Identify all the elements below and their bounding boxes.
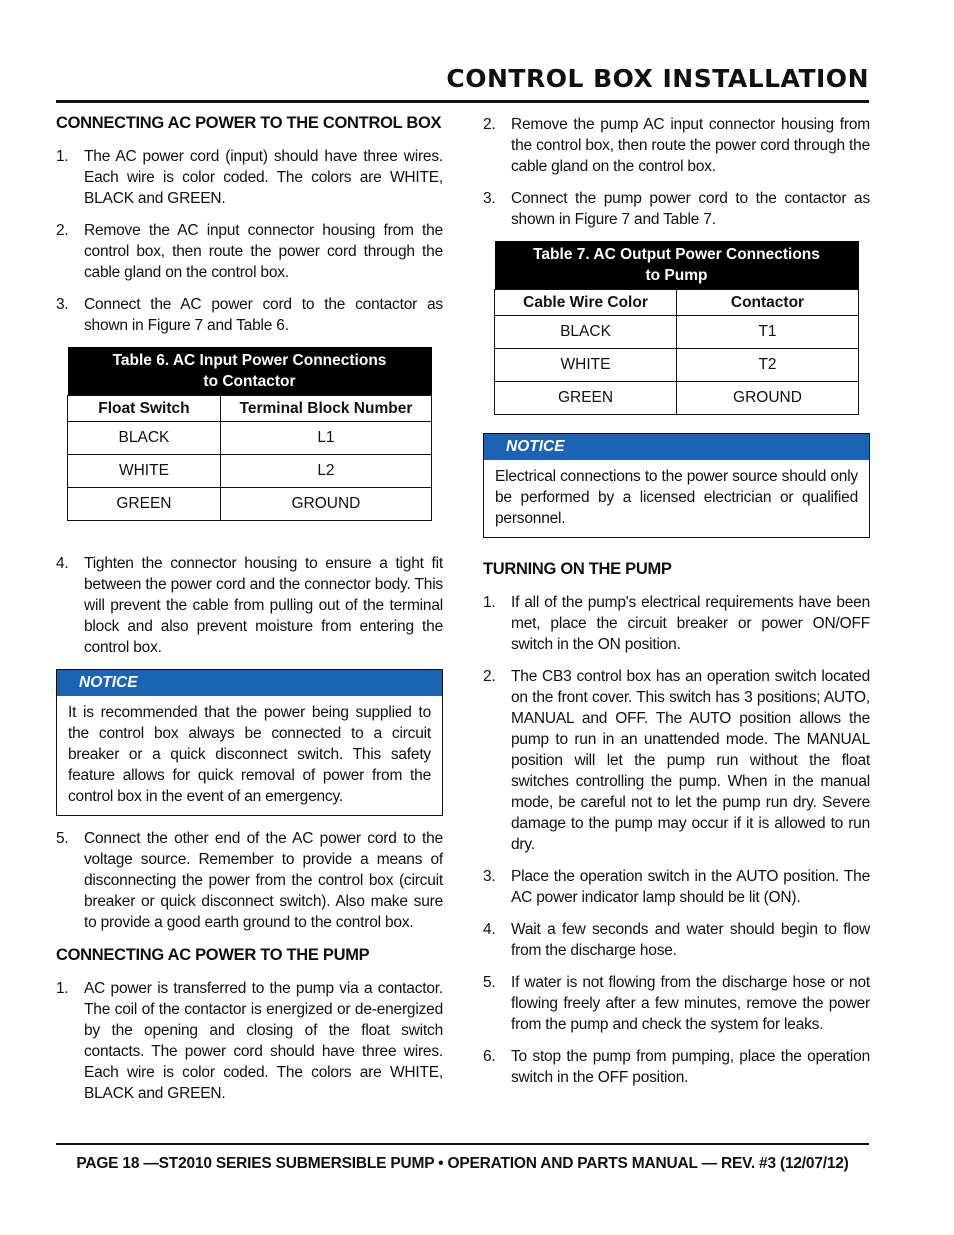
step-list	[56, 146, 443, 336]
list-item	[56, 294, 443, 336]
notice-box	[483, 433, 870, 538]
table-caption	[495, 241, 859, 290]
right-column	[483, 114, 870, 1099]
item-text: Remove the AC input connector housing from the control box, then route the power cord through the cable gland on the control box.	[84, 222, 443, 281]
item-number: 3.	[56, 296, 69, 313]
item-number: 3.	[483, 868, 496, 885]
header-rule	[56, 100, 869, 103]
table-cell: T1	[677, 316, 859, 349]
column-header: Contactor	[677, 290, 859, 316]
item-text: Tighten the connector housing to ensure a tight fit between the power cord and the connector body. This will prevent the cable from pulling out of the terminal block and also prevent moisture from entering the control box.	[84, 555, 443, 656]
table-cell: GROUND	[677, 382, 859, 415]
table-cell: GROUND	[220, 488, 431, 521]
table-cell: GREEN	[495, 382, 677, 415]
step-list	[483, 114, 870, 230]
table-row	[68, 455, 432, 488]
item-number: 1.	[56, 148, 69, 165]
table-6-ac-input-connections	[67, 347, 432, 521]
item-number: 2.	[483, 668, 496, 685]
item-number: 6.	[483, 1048, 496, 1065]
item-text: If water is not flowing from the discharge hose or not flowing freely after a few minutes, remove the power from the pump and check the system for leaks.	[511, 974, 870, 1033]
list-item	[56, 220, 443, 283]
section-heading-pump-power: CONNECTING AC POWER TO THE PUMP	[56, 946, 370, 964]
list-item	[56, 978, 443, 1104]
table-row	[68, 488, 432, 521]
item-text: The CB3 control box has an operation switch located on the front cover. This switch has 3 positions; AUTO, MANUAL and OFF. The AUTO position allows the pump to run in an unattended mode. The MANUAL position will let the pump run without the float switches controlling the pump. When in the manual mode, be careful not to let the pump run dry. Severe damage to the pump may occur if it is allowed to run dry.	[511, 668, 870, 853]
item-text: To stop the pump from pumping, place the operation switch in the OFF position.	[511, 1048, 870, 1086]
list-item	[483, 866, 870, 908]
left-column	[56, 114, 443, 1115]
item-number: 1.	[56, 980, 69, 997]
section-heading-turning-on: TURNING ON THE PUMP	[483, 560, 672, 578]
list-item	[483, 972, 870, 1035]
item-number: 2.	[56, 222, 69, 239]
item-text: Connect the AC power cord to the contactor as shown in Figure 7 and Table 6.	[84, 296, 443, 334]
column-header: Float Switch	[68, 396, 221, 422]
step-list	[56, 553, 443, 658]
table-cell: WHITE	[68, 455, 221, 488]
item-text: Connect the pump power cord to the contactor as shown in Figure 7 and Table 7.	[511, 190, 870, 228]
table-cell: T2	[677, 349, 859, 382]
column-header: Terminal Block Number	[220, 396, 431, 422]
column-header: Cable Wire Color	[495, 290, 677, 316]
table-cell: L1	[220, 422, 431, 455]
notice-text: Electrical connections to the power source should only be performed by a licensed electrician or qualified personnel.	[495, 468, 858, 527]
notice-label: NOTICE	[57, 670, 442, 696]
list-item	[483, 919, 870, 961]
table-cell: L2	[220, 455, 431, 488]
step-list	[483, 592, 870, 1088]
table-row	[495, 349, 859, 382]
notice-text: It is recommended that the power being supplied to the control box always be connected to a circuit breaker or a quick disconnect switch. This safety feature allows for quick removal of power from the control box in the event of an emergency.	[68, 704, 431, 805]
list-item	[56, 828, 443, 933]
item-number: 3.	[483, 190, 496, 207]
item-number: 5.	[483, 974, 496, 991]
item-number: 5.	[56, 830, 69, 847]
item-text: Connect the other end of the AC power cord to the voltage source. Remember to provide a means of disconnecting the power from the control box (circuit breaker or quick disconnect switch). Also make sure to provide a good earth ground to the control box.	[84, 830, 443, 931]
item-text: If all of the pump's electrical requirements have been met, place the circuit breaker or power ON/OFF switch in the ON position.	[511, 594, 870, 653]
notice-box	[56, 669, 443, 816]
table-caption	[68, 347, 432, 396]
list-item	[483, 188, 870, 230]
notice-label: NOTICE	[484, 434, 869, 460]
step-list	[56, 828, 443, 933]
table-caption-line1: Table 6. AC Input Power Connections	[112, 352, 387, 369]
item-text: Place the operation switch in the AUTO position. The AC power indicator lamp should be lit (ON).	[511, 868, 870, 906]
item-text: AC power is transferred to the pump via a contactor. The coil of the contactor is energized or de-energized by the opening and closing of the float switch contacts. The power cord should have three wires. Each wire is color coded. The colors are WHITE, BLACK and GREEN.	[84, 980, 443, 1102]
item-number: 2.	[483, 116, 496, 133]
step-list	[56, 978, 443, 1104]
list-item	[483, 1046, 870, 1088]
table-row	[68, 422, 432, 455]
list-item	[483, 666, 870, 855]
item-number: 4.	[56, 555, 69, 572]
item-number: 1.	[483, 594, 496, 611]
table-caption-line1: Table 7. AC Output Power Connections	[533, 246, 820, 263]
list-item	[56, 146, 443, 209]
table-7-ac-output-connections	[494, 241, 859, 415]
table-row	[495, 316, 859, 349]
page-title: CONTROL BOX INSTALLATION	[446, 64, 869, 93]
item-text: The AC power cord (input) should have three wires. Each wire is color coded. The colors are WHITE, BLACK and GREEN.	[84, 148, 443, 207]
footer-rule	[56, 1143, 869, 1145]
item-text: Wait a few seconds and water should begin to flow from the discharge hose.	[511, 921, 870, 959]
item-text: Remove the pump AC input connector housing from the control box, then route the power cord through the cable gland on the control box.	[511, 116, 870, 175]
table-caption-line2: to Contactor	[203, 373, 296, 390]
page-footer: PAGE 18 —ST2010 SERIES SUBMERSIBLE PUMP • OPERATION AND PARTS MANUAL — REV. #3 (12/07/12)	[76, 1155, 849, 1172]
table-cell: BLACK	[495, 316, 677, 349]
table-cell: GREEN	[68, 488, 221, 521]
list-item	[56, 553, 443, 658]
table-cell: BLACK	[68, 422, 221, 455]
list-item	[483, 114, 870, 177]
table-caption-line2: to Pump	[645, 267, 708, 284]
section-heading-control-box-power: CONNECTING AC POWER TO THE CONTROL BOX	[56, 114, 442, 132]
table-row	[495, 382, 859, 415]
item-number: 4.	[483, 921, 496, 938]
table-cell: WHITE	[495, 349, 677, 382]
list-item	[483, 592, 870, 655]
